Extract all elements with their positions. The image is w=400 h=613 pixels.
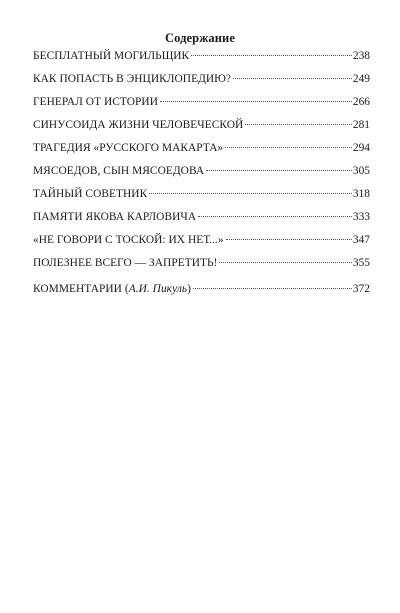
commentary-author: А.И. Пикуль — [128, 283, 188, 295]
dot-leader — [233, 78, 352, 79]
toc-entry-page: 333 — [352, 211, 370, 223]
dot-leader — [206, 170, 352, 171]
toc-entry-page: 266 — [352, 96, 370, 108]
close-paren: ) — [187, 283, 191, 295]
toc-entry-page: 318 — [352, 188, 370, 200]
toc-entry-title: «НЕ ГОВОРИ С ТОСКОЙ: ИХ НЕТ...» — [33, 234, 224, 246]
dot-leader — [160, 101, 352, 102]
toc-entry[interactable] — [33, 252, 370, 275]
toc-entry-page: 294 — [352, 142, 370, 154]
toc-entry[interactable] — [33, 45, 370, 68]
toc-entry-title: КАК ПОПАСТЬ В ЭНЦИКЛОПЕДИЮ? — [33, 73, 232, 85]
toc-entry-title: СИНУСОИДА ЖИЗНИ ЧЕЛОВЕЧЕСКОЙ — [33, 119, 244, 131]
toc-entry-commentary[interactable] — [33, 278, 370, 301]
open-paren: ( — [124, 283, 129, 295]
toc-entry-title: ГЕНЕРАЛ ОТ ИСТОРИИ — [33, 96, 158, 108]
table-of-contents — [33, 45, 370, 301]
toc-entry[interactable] — [33, 68, 370, 91]
toc-entry-page: 238 — [352, 50, 370, 62]
toc-entry-title: ПОЛЕЗНЕЕ ВСЕГО — ЗАПРЕТИТЬ! — [33, 257, 218, 269]
dot-leader — [226, 239, 352, 240]
toc-entry[interactable] — [33, 160, 370, 183]
toc-entry[interactable] — [33, 137, 370, 160]
toc-entry-page: 347 — [352, 234, 370, 246]
dot-leader — [198, 216, 352, 217]
toc-entry[interactable] — [33, 114, 370, 137]
commentary-title: КОММЕНТАРИИ — [33, 283, 122, 295]
dot-leader — [149, 193, 352, 194]
toc-entry-title — [33, 278, 191, 301]
toc-entry-page: 249 — [352, 73, 370, 85]
toc-entry-title: ТРАГЕДИЯ «РУССКОГО МАКАРТА» — [33, 142, 224, 154]
toc-entry[interactable] — [33, 183, 370, 206]
toc-entry-title: ПАМЯТИ ЯКОВА КАРЛОВИЧА — [33, 211, 197, 223]
toc-entry-page: 355 — [352, 257, 370, 269]
toc-entry[interactable] — [33, 91, 370, 114]
toc-entry-page: 305 — [352, 165, 370, 177]
dot-leader — [219, 262, 351, 263]
page-title: Содержание — [164, 31, 235, 45]
toc-entry-page: 281 — [352, 119, 370, 131]
toc-entry-title: БЕСПЛАТНЫЙ МОГИЛЬЩИК — [33, 50, 190, 62]
toc-entry-title: ТАЙНЫЙ СОВЕТНИК — [33, 188, 148, 200]
dot-leader — [191, 55, 352, 56]
dot-leader — [245, 124, 352, 125]
toc-entry[interactable] — [33, 229, 370, 252]
toc-entry[interactable] — [33, 206, 370, 229]
dot-leader — [225, 147, 352, 148]
toc-entry-title: МЯСОЕДОВ, СЫН МЯСОЕДОВА — [33, 165, 205, 177]
dot-leader — [193, 288, 352, 289]
toc-entry-page: 372 — [352, 283, 370, 295]
